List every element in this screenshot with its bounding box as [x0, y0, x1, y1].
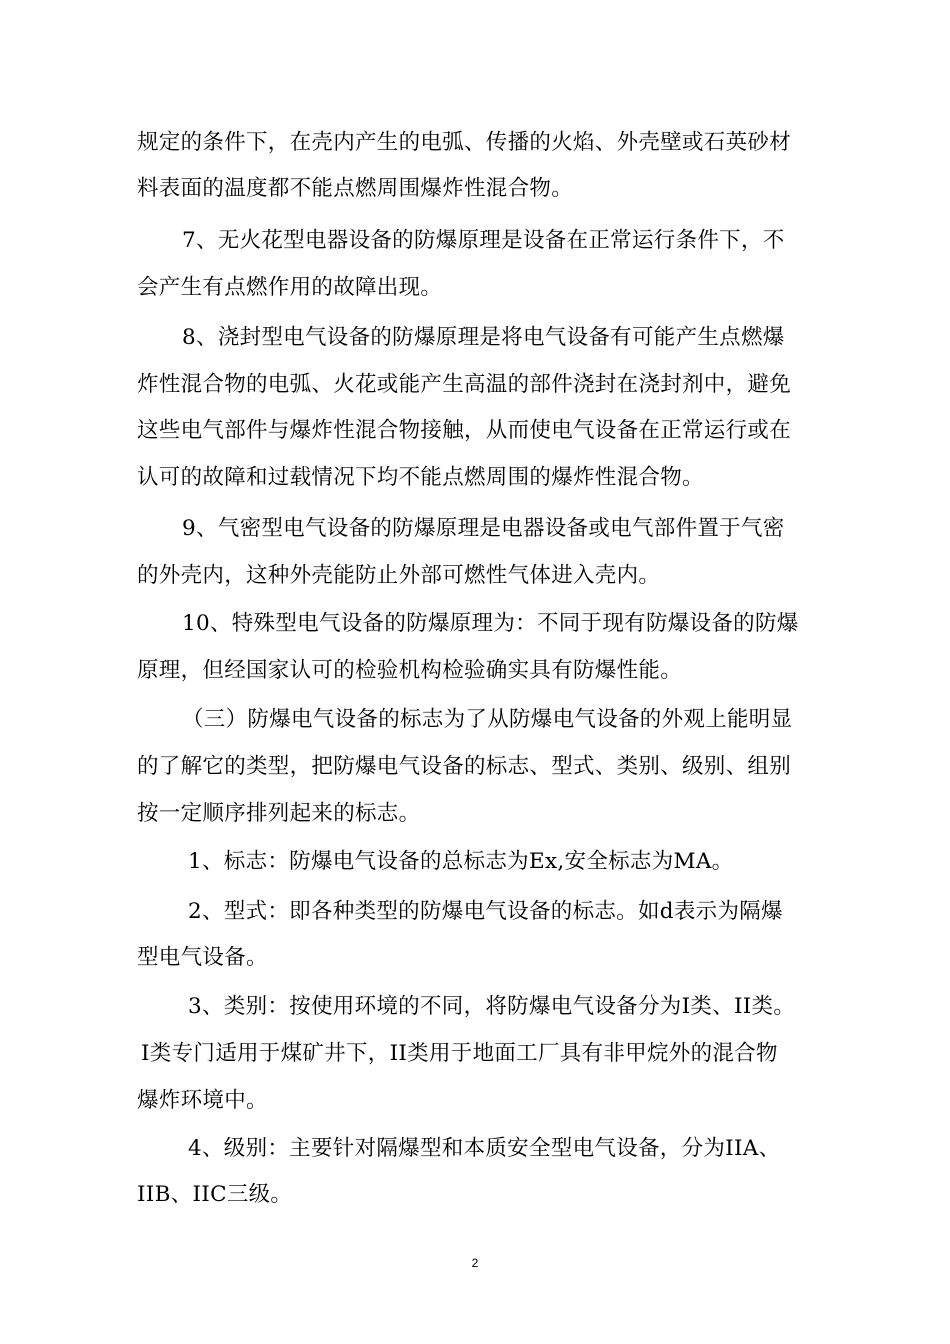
- text-line: 爆炸环境中。: [137, 1088, 268, 1113]
- text-line: 这些电气部件与爆炸性混合物接触，从而使电气设备在正常运行或在: [137, 418, 792, 443]
- text-line: 会产生有点燃作用的故障出现。: [137, 275, 443, 300]
- text-line: 10、特殊型电气设备的防爆原理为：不同于现有防爆设备的防爆: [182, 611, 799, 636]
- text-line: 4、级别：主要针对隔爆型和本质安全型电气设备，分为IIA、: [188, 1136, 781, 1161]
- text-line: I类专门适用于煤矿井下，II类用于地面工厂具有非甲烷外的混合物: [141, 1041, 778, 1066]
- text-line: 炸性混合物的电弧、火花或能产生高温的部件浇封在浇封剂中，避免: [137, 372, 792, 397]
- text-line: （三）防爆电气设备的标志为了从防爆电气设备的外观上能明显: [182, 707, 793, 732]
- text-line: 1、标志：防爆电气设备的总标志为Ex,安全标志为MA。: [188, 849, 734, 874]
- text-line: 3、类别：按使用环境的不同，将防爆电气设备分为I类、II类。: [188, 994, 796, 1019]
- page-number: 2: [471, 1256, 479, 1270]
- text-line: 2、型式：即各种类型的防爆电气设备的标志。如d表示为隔爆: [188, 899, 783, 924]
- text-line: 7、无火花型电器设备的防爆原理是设备在正常运行条件下，不: [182, 228, 785, 253]
- text-line: 料表面的温度都不能点燃周围爆炸性混合物。: [137, 176, 574, 201]
- text-line: 9、气密型电气设备的防爆原理是电器设备或电气部件置于气密: [182, 516, 785, 541]
- text-line: 按一定顺序排列起来的标志。: [137, 801, 421, 826]
- text-line: 的了解它的类型，把防爆电气设备的标志、型式、类别、级别、组别: [137, 754, 792, 779]
- text-line: 原理，但经国家认可的检验机构检验确实具有防爆性能。: [137, 658, 683, 683]
- text-line: 的外壳内，这种外壳能防止外部可燃性气体进入壳内。: [137, 563, 661, 588]
- text-line: 认可的故障和过载情况下均不能点燃周围的爆炸性混合物。: [137, 465, 704, 490]
- text-line: 8、浇封型电气设备的防爆原理是将电气设备有可能产生点燃爆: [182, 325, 785, 350]
- text-line: 型电气设备。: [137, 945, 268, 970]
- text-line: IIB、IIC三级。: [137, 1182, 293, 1207]
- text-line: 规定的条件下，在壳内产生的电弧、传播的火焰、外壳壁或石英砂材: [137, 130, 792, 155]
